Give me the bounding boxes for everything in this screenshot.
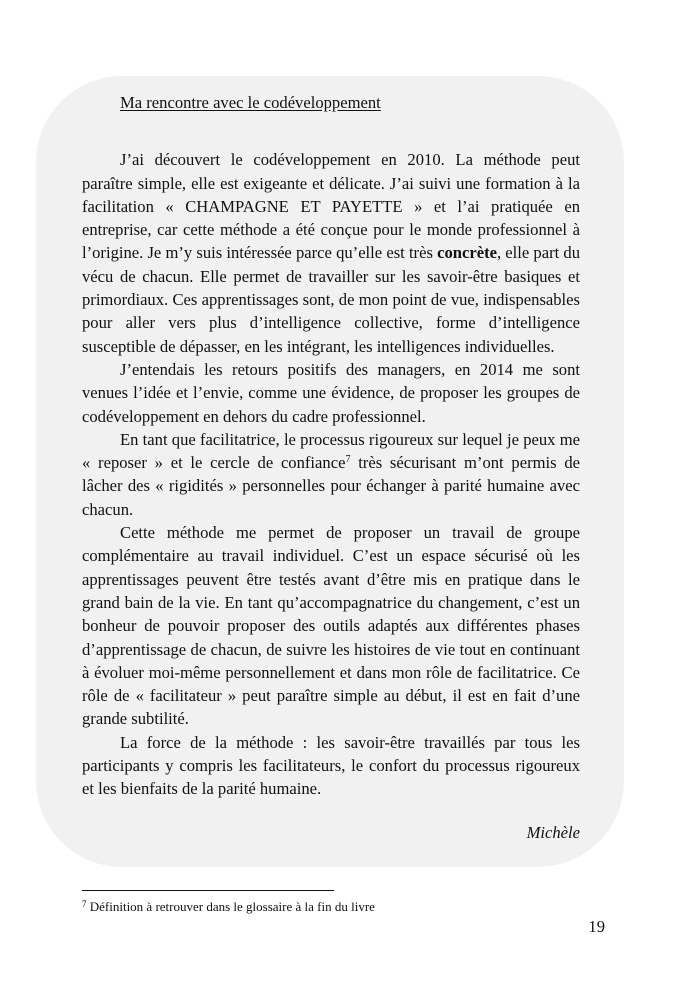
paragraph-3-text-start: En tant que facilitatrice, le processus rigoureux sur lequel je peux me « reposer » et le cercle de confiance bbox=[82, 429, 580, 473]
paragraph-3 bbox=[82, 428, 580, 521]
page-number: 19 bbox=[588, 917, 605, 936]
signature: Michèle bbox=[526, 822, 580, 842]
paragraph-1-text-start: J’ai découvert le codéveloppement en 2010. La méthode peut paraître simple, elle est exigeante et délicate. J’ai suivi une formation à la facilitation « CHAMPAGNE ET PAYETTE » et l’ai pratiquée en entreprise, car cette méthode a été conçue pour le monde professionnel à l’origine. Je m’y suis intéressée parce qu’elle est très bbox=[82, 150, 580, 263]
paragraph-1 bbox=[82, 148, 580, 358]
paragraph-4: Cette méthode me permet de proposer un travail de groupe complémentaire au travail individuel. C’est un espace sécurisé où les apprentissages peuvent être testés avant d’être mis en pratique dans le grand bain de la vie. En tant qu’accompagnatrice du changement, c’est un bonheur de pouvoir proposer des outils adaptés aux différentes phases d’apprentissage de chacun, de suivre les histoires de vie tout en continuant à évoluer moi-même personnellement et dans mon rôle de facilitatrice. Ce rôle de « facilitateur » peut paraître simple au début, il est en fait d’une grande subtilité. bbox=[82, 523, 580, 729]
paragraph-1-text-end: , elle part du vécu de chacun. Elle permet de travailler sur les savoir-être basiques et primordiaux. Ces apprentissages sont, de mon point de vue, indispensables pour aller vers plus d’intelligence collective, forme d’intelligence susceptible de dépasser, en les intégrant, les intelligences individuelles. bbox=[82, 243, 580, 356]
paragraph-1-emphasis: concrète bbox=[437, 243, 497, 263]
paragraph-3-text-end: très sécurisant m’ont permis de lâcher des « rigidités » personnelles pour échanger à parité humaine avec chacun. bbox=[82, 453, 580, 519]
footnote-text: Définition à retrouver dans le glossaire à la fin du livre bbox=[86, 899, 375, 914]
footnote-separator bbox=[82, 890, 334, 891]
section-title: Ma rencontre avec le codéveloppement bbox=[120, 93, 381, 112]
paragraph-5: La force de la méthode : les savoir-être travaillés par tous les participants y compris les facilitateurs, le confort du processus rigoureux et les bienfaits de la parité humaine. bbox=[82, 732, 580, 799]
footnote bbox=[82, 899, 375, 915]
paragraph-2: J’entendais les retours positifs des managers, en 2014 me sont venues l’idée et l’envie, comme une évidence, de proposer les groupes de codéveloppement en dehors du cadre professionnel. bbox=[82, 359, 580, 426]
footnote-number: 7 bbox=[82, 899, 87, 909]
footnote-reference: 7 bbox=[345, 454, 351, 466]
testimonial-content bbox=[82, 91, 580, 844]
